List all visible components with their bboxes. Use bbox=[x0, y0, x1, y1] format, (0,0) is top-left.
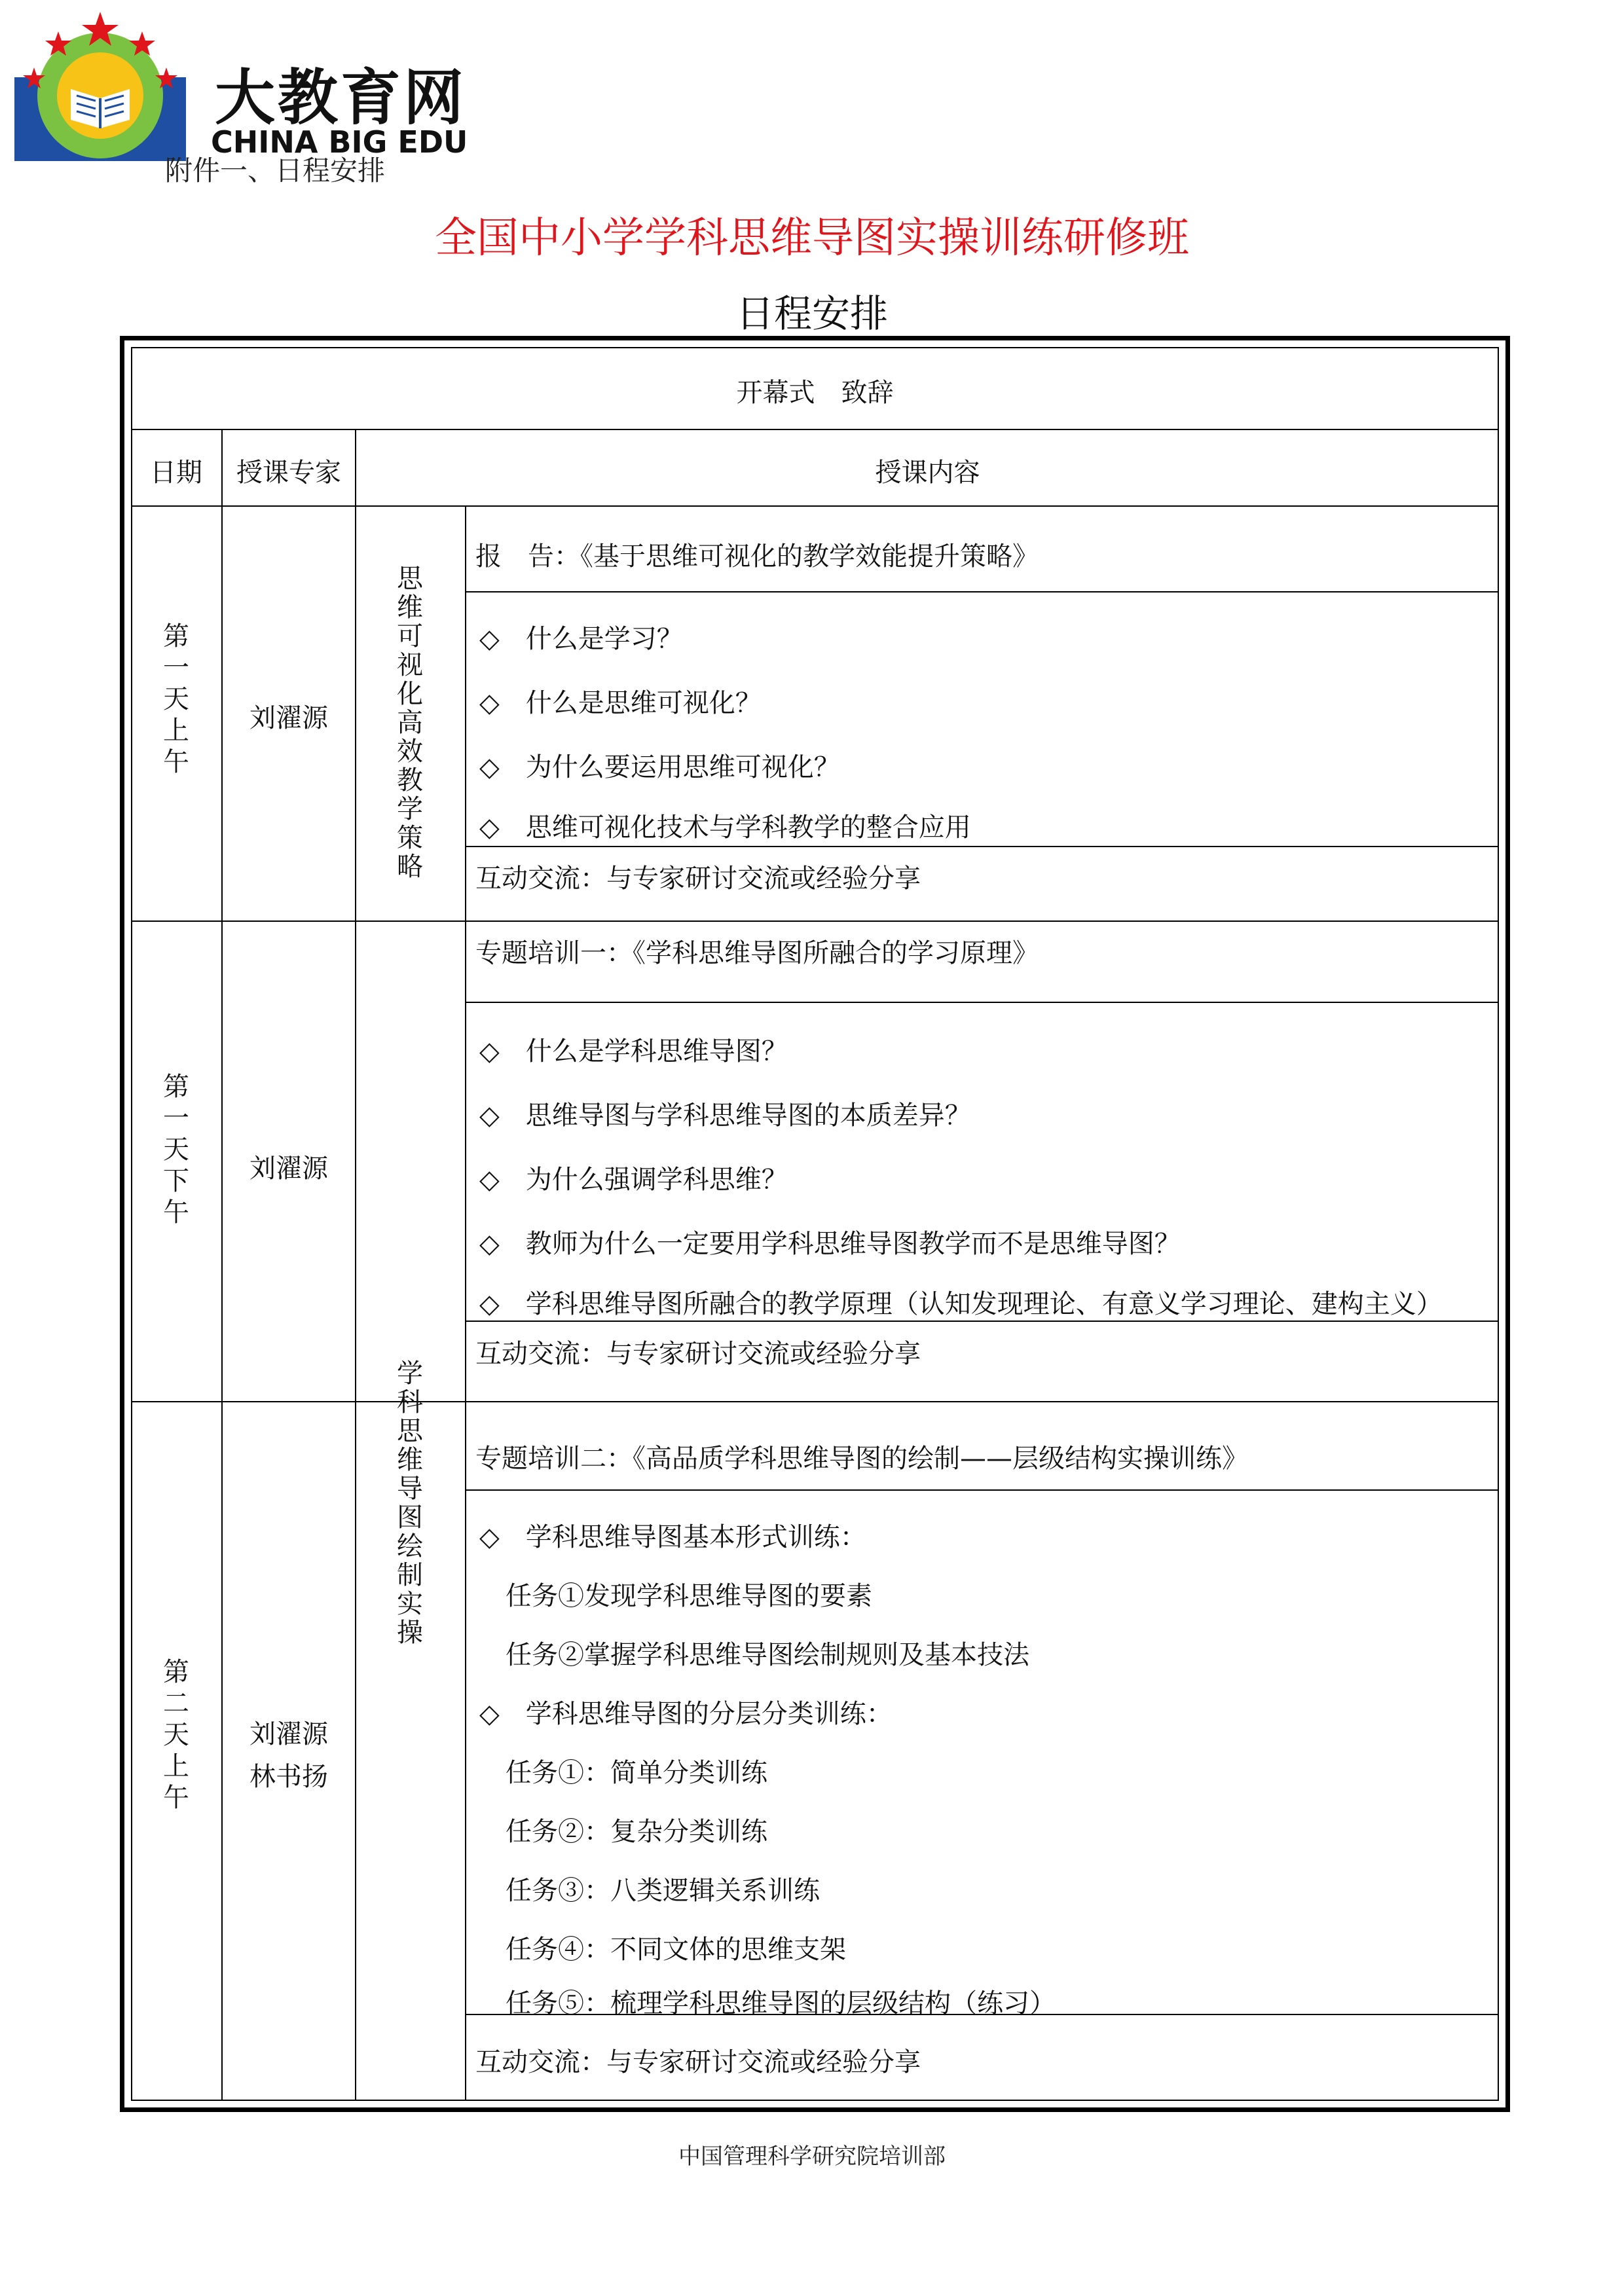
session-1-topic: 报 告：《基于思维可视化的教学效能提升策略》 bbox=[475, 541, 1039, 572]
session-2-item: ◇ 为什么强调学科思维？ bbox=[479, 1165, 788, 1195]
session-2-topic: 专题培训一：《学科思维导图所融合的学习原理》 bbox=[475, 938, 1039, 968]
logo-emblem-icon bbox=[14, 12, 211, 166]
page-title: 全国中小学学科思维导图实操训练研修班 bbox=[435, 214, 1189, 263]
session-2-item: ◇ 什么是学科思维导图？ bbox=[479, 1036, 788, 1066]
session-2-date: 第一天下午 bbox=[163, 1072, 189, 1228]
header-date: 日期 bbox=[150, 458, 202, 488]
module-1-label: 思维可视化高效教学策略 bbox=[397, 564, 423, 882]
session-3-interaction: 互动交流：与专家研讨交流或经验分享 bbox=[475, 2047, 921, 2077]
session-3-expert-2: 林书扬 bbox=[249, 1762, 328, 1792]
session-3-date: 第二天上午 bbox=[163, 1657, 189, 1813]
session-3-task: 任务①：简单分类训练 bbox=[506, 1758, 767, 1788]
session-3-task: 任务④：不同文体的思维支架 bbox=[506, 1935, 846, 1965]
session-2-expert: 刘濯源 bbox=[249, 1154, 328, 1184]
session-2-item: ◇ 教师为什么一定要用学科思维导图教学而不是思维导图？ bbox=[479, 1229, 1181, 1259]
session-3-task: 任务①发现学科思维导图的要素 bbox=[506, 1581, 872, 1611]
session-3-item: ◇ 学科思维导图基本形式训练： bbox=[479, 1522, 866, 1552]
session-2-item: ◇ 学科思维导图所融合的教学原理（认知发现理论、有意义学习理论、建构主义） bbox=[479, 1289, 1443, 1319]
session-2-item: ◇ 思维导图与学科思维导图的本质差异？ bbox=[479, 1101, 971, 1131]
session-1-expert: 刘濯源 bbox=[249, 703, 328, 733]
header-expert: 授课专家 bbox=[236, 458, 341, 488]
session-3-task: 任务③：八类逻辑关系训练 bbox=[506, 1876, 820, 1906]
session-3-task: 任务②掌握学科思维导图绘制规则及基本技法 bbox=[506, 1640, 1029, 1670]
session-1-interaction: 互动交流：与专家研讨交流或经验分享 bbox=[475, 864, 921, 894]
session-1-item: ◇ 为什么要运用思维可视化？ bbox=[479, 752, 840, 782]
page-footer: 中国管理科学研究院培训部 bbox=[678, 2143, 946, 2170]
logo-name-cn: 大教育网 bbox=[215, 63, 467, 133]
session-1-date: 第一天上午 bbox=[163, 621, 189, 777]
site-logo bbox=[14, 12, 473, 166]
module-2-label: 学科思维导图绘制实操 bbox=[397, 1358, 423, 1648]
attachment-label: 附件一、日程安排 bbox=[165, 155, 386, 187]
session-2-interaction: 互动交流：与专家研讨交流或经验分享 bbox=[475, 1339, 921, 1369]
session-3-topic: 专题培训二：《高品质学科思维导图的绘制——层级结构实操训练》 bbox=[475, 1444, 1248, 1474]
logo-name-en: CHINA BIG EDU bbox=[211, 124, 468, 160]
page-subtitle: 日程安排 bbox=[735, 291, 888, 336]
session-3-item: ◇ 学科思维导图的分层分类训练： bbox=[479, 1699, 893, 1729]
session-3-task: 任务②：复杂分类训练 bbox=[506, 1817, 767, 1847]
session-3-task: 任务⑤：梳理学科思维导图的层级结构（练习） bbox=[506, 1988, 1056, 2018]
session-3-expert: 刘濯源 bbox=[249, 1719, 328, 1749]
opening-ceremony: 开幕式 致辞 bbox=[736, 378, 894, 408]
header-content: 授课内容 bbox=[875, 458, 980, 488]
session-1-item: ◇ 什么是学习？ bbox=[479, 624, 683, 654]
session-1-item: ◇ 什么是思维可视化？ bbox=[479, 688, 762, 718]
session-1-item: ◇ 思维可视化技术与学科教学的整合应用 bbox=[479, 812, 971, 843]
